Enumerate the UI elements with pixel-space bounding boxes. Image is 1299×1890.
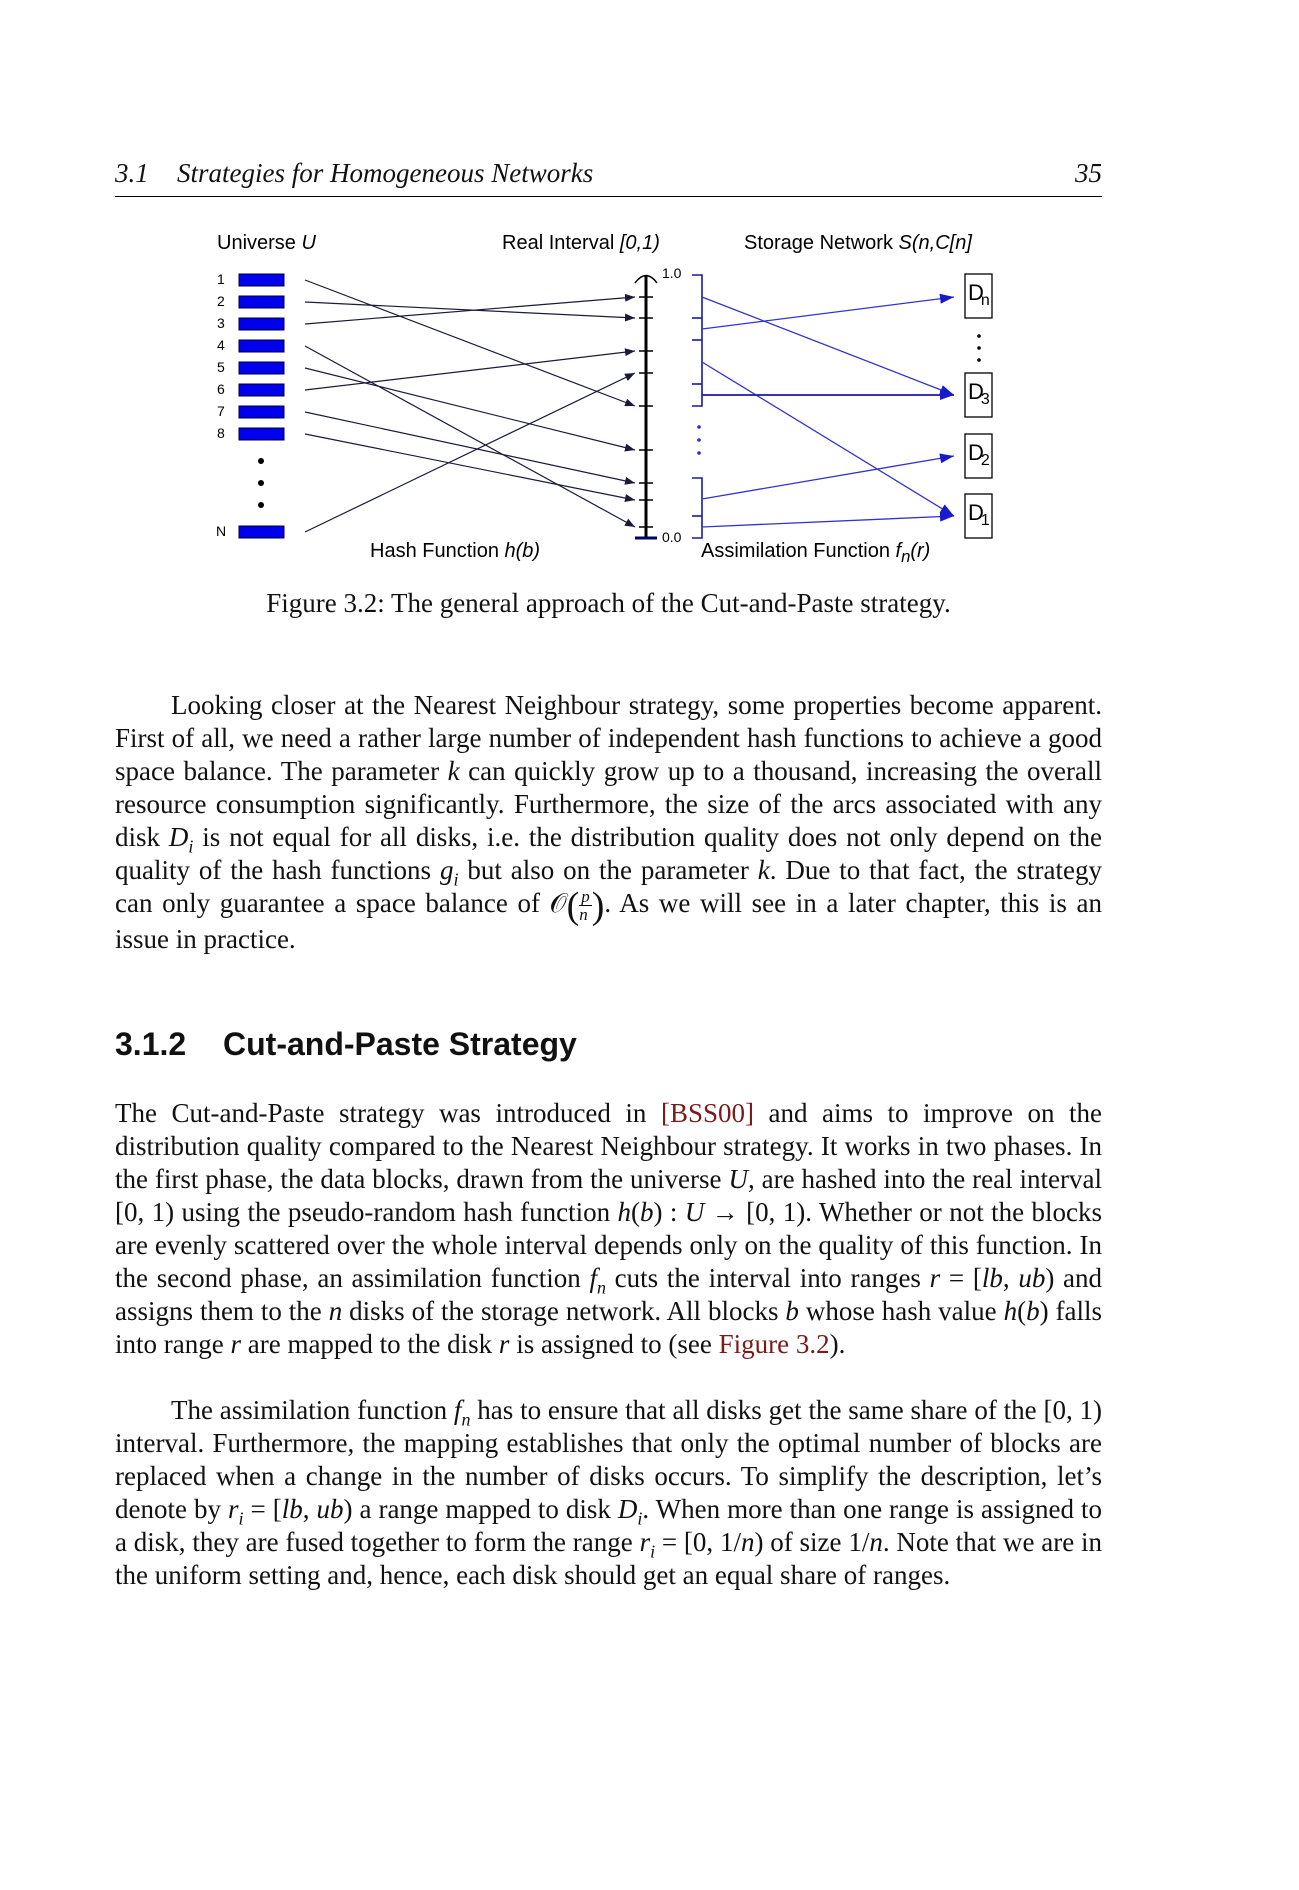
header-section-number: 3.1 (115, 158, 149, 188)
paragraph-nearest-neighbour: Looking closer at the Nearest Neighbour strategy, some properties become apparent. First of all, we need a rather large number of independent hash functions to achieve a good space balance. The parameter k can quickly grow up to a thousand, increasing the overall resource consumption significantly. Furthermore, the size of the arcs associated with any disk $D_i$ is not equal for all disks, i.e. the distribution quality does not only depend on the quality of the hash functions $g_i$ but also on the parameter k. Due to that fact, the strategy can only guarantee a space balance of 𝒪( $\frac{p}{n}$ ). As we will see in a later chapter, this is an issue in practice. (115, 690, 1103, 955)
diagram-canvas (0, 0, 1299, 640)
label-universe: Universe U (217, 232, 316, 254)
label-storage-network: Storage Network S(n,C[n] (744, 232, 972, 254)
header-section-title: Strategies for Homogeneous Networks (177, 158, 594, 188)
universe-blocks (239, 274, 284, 538)
block-label-7: 7 (217, 403, 225, 419)
section-title: Cut-and-Paste Strategy (223, 1026, 577, 1062)
disk-label-n: $D_n$ (968, 280, 990, 310)
block-3 (239, 318, 284, 330)
block-label-2: 2 (217, 293, 225, 309)
section-number: 3.1.2 (115, 1026, 187, 1062)
citation-bss00[interactable]: [BSS00] (660, 1098, 754, 1128)
block-1 (239, 274, 284, 286)
block-label-4: 4 (217, 337, 225, 353)
paragraph-assimilation-function: The assimilation function $f_n$ has to ensure that all disks get the same share of the [0, 1) interval. Furthermore, the mapping establishes that only the optimal number of blocks are replaced when a change in the number of disks occurs. To simplify the description, let’s denote by $r_i = [lb$, ub) a range mapped to disk $D_i$. When more than one range is assigned to a disk, they are fused together to form the range $r_i = [0$, 1/n) of size 1/n. Note that we are in the uniform setting and, hence, each disk should get an equal share of ranges. (115, 1395, 1102, 1590)
fraction-p-over-n: $\frac{p}{n}$ (579, 887, 590, 925)
disk-label-3: $D_3$ (968, 379, 990, 409)
axis-top-label: 1.0 (662, 265, 682, 281)
disk-label-1: $D_1$ (968, 500, 990, 530)
axis-bottom-label: 0.0 (662, 529, 682, 545)
block-8 (239, 428, 284, 440)
assimilation-arrows (702, 297, 954, 527)
block-label-1: 1 (217, 271, 225, 287)
block-7 (239, 406, 284, 418)
ellipsis-dots-disks (977, 334, 981, 362)
hash-function-arrows (305, 280, 635, 532)
block-label-N: N (216, 523, 227, 539)
block-label-6: 6 (217, 381, 225, 397)
figure-cut-and-paste (0, 0, 1299, 640)
assimilation-brackets (692, 275, 702, 538)
disk-label-2: $D_2$ (968, 440, 990, 470)
block-N (239, 526, 284, 538)
block-5 (239, 362, 284, 374)
page-number: 35 (1075, 158, 1102, 188)
label-hash-function: Hash Function h(b) (370, 540, 541, 562)
block-6 (239, 384, 284, 396)
section-heading (115, 1026, 577, 1063)
block-2 (239, 296, 284, 308)
block-4 (239, 340, 284, 352)
block-label-3: 3 (217, 315, 225, 331)
figure-caption: Figure 3.2: The general approach of the Cut-and-Paste strategy. (266, 588, 951, 618)
figure-reference-link[interactable]: Figure 3.2 (718, 1329, 830, 1359)
block-label-8: 8 (217, 425, 225, 441)
label-assimilation-function: Assimilation Function $f_n(r)$ (701, 540, 931, 566)
block-label-5: 5 (217, 359, 225, 375)
paragraph-cut-and-paste-intro: The Cut-and-Paste strategy was introduced in [BSS00] and aims to improve on the distribution quality compared to the Nearest Neighbour strategy. It works in two phases. In the first phase, the data blocks, drawn from the universe U, are hashed into the real interval [0, 1) using the pseudo-random hash function h(b) : U → [0, 1). Whether or not the blocks are evenly scattered over the whole interval depends only on the quality of this function. In the second phase, an assimilation function $f_n$ cuts the interval into ranges r = [lb, ub) and assigns them to the n disks of the storage network. All blocks b whose hash value h(b) falls into range r are mapped to the disk r is assigned to (see Figure 3.2). (115, 1098, 1103, 1359)
label-real-interval: Real Interval [0,1) (502, 232, 660, 254)
ellipsis-dots-ranges (697, 425, 701, 455)
real-interval-axis (635, 276, 657, 539)
ellipsis-dots-blocks (258, 458, 264, 508)
big-o-symbol: 𝒪 (549, 888, 567, 918)
